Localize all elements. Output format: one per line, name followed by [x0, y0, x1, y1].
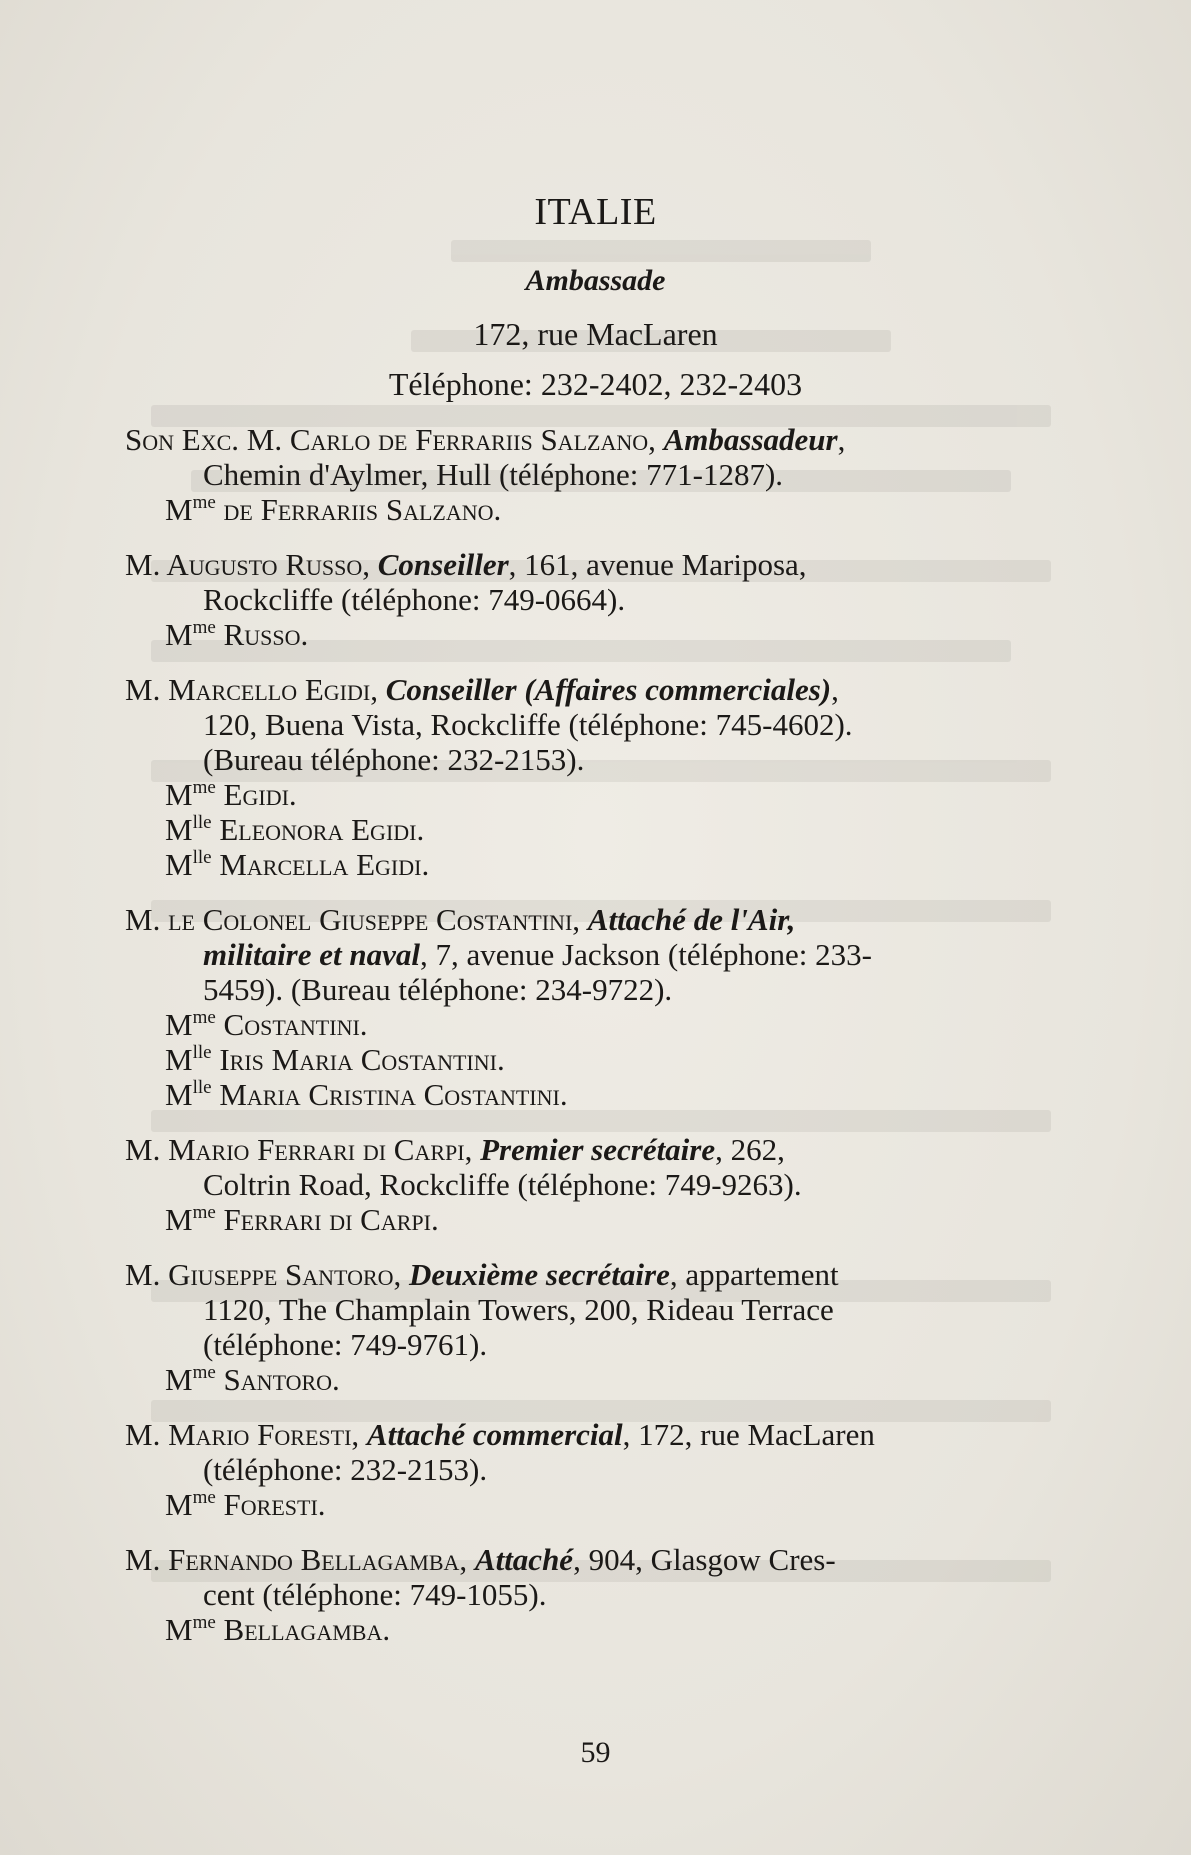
staff-list: [125, 422, 1045, 1647]
entry-name: Carlo de Ferrariis Salzano: [289, 422, 649, 457]
page-number: 59: [580, 1736, 611, 1769]
staff-entry: M. Mario Foresti, Attaché commercial, 172, rue MacLaren (téléphone: 232-2153).: [125, 1417, 875, 1487]
family-member: $M^{me}$ Ferrari di Carpi.: [165, 1202, 439, 1237]
entry-name: Mario Foresti: [168, 1417, 352, 1452]
embassy-address: 172, rue MacLaren: [473, 316, 718, 352]
section-subtitle: Ambassade: [525, 264, 666, 297]
entry-title: Attaché de l'Air,: [587, 902, 796, 937]
entry-prefix: Son Exc. M.: [125, 422, 290, 457]
family-member: $M^{me}$ de Ferrariis Salzano.: [165, 492, 502, 527]
staff-entry: M. Giuseppe Santoro, Deuxième secrétaire, appartement 1120, The Champlain Towers, 200, Rideau Terrace (téléphone: 749-9761).: [125, 1257, 839, 1362]
staff-entry: M. Mario Ferrari di Carpi, Premier secrétaire, 262, Coltrin Road, Rockcliffe (téléphone: 749-9263).: [125, 1132, 802, 1202]
family-member: $M^{me}$ Russo.: [165, 617, 309, 652]
entry-title: Premier secrétaire: [480, 1132, 716, 1167]
family-member: $M^{me}$ Santoro.: [165, 1362, 340, 1397]
entry-name: Giuseppe Santoro: [168, 1257, 394, 1292]
entry-address-line: 120, Buena Vista, Rockcliffe (téléphone: 745-4602).: [203, 707, 853, 742]
staff-entry: M. Fernando Bellagamba, Attaché, 904, Glasgow Cres- cent (téléphone: 749-1055).: [125, 1542, 836, 1612]
embassy-phone: Téléphone: 232-2402, 232-2403: [388, 366, 803, 402]
staff-entry: Son Exc. M. Carlo de Ferrariis Salzano, Ambassadeur, Chemin d'Aylmer, Hull (téléphone: 771-1287).: [125, 422, 846, 492]
family-member: $M^{me}$ Bellagamba.: [165, 1612, 391, 1647]
entry-address-line: (Bureau téléphone: 232-2153).: [203, 742, 585, 777]
entry-title: Attaché: [474, 1542, 574, 1577]
family-member: $M^{me}$ Foresti.: [165, 1487, 326, 1522]
entry-address-line: 5459). (Bureau téléphone: 234-9722).: [203, 972, 673, 1007]
entry-address-line: (téléphone: 232-2153).: [203, 1452, 488, 1487]
staff-entry: M. Marcello Egidi, Conseiller (Affaires commerciales), 120, Buena Vista, Rockcliffe (téléphone: 745-4602). (Bureau téléphone: 232-2153).: [125, 672, 853, 777]
entry-name: Augusto Russo: [166, 547, 363, 582]
entry-address-line: (téléphone: 749-9761).: [203, 1327, 488, 1362]
page-title: ITALIE: [534, 191, 657, 233]
entry-address-line: Chemin d'Aylmer, Hull (téléphone: 771-1287).: [203, 457, 784, 492]
entry-name: le Colonel Giuseppe Costantini: [168, 902, 573, 937]
staff-entry: M. Augusto Russo, Conseiller, 161, avenue Mariposa, Rockcliffe (téléphone: 749-0664).: [125, 547, 807, 617]
entry-address-line: cent (téléphone: 749-1055).: [203, 1577, 547, 1612]
family-member: $M^{me}$ Costantini.: [165, 1007, 368, 1042]
family-member: $M^{lle}$ Maria Cristina Costantini.: [165, 1077, 568, 1112]
entry-title: Ambassadeur: [663, 422, 838, 457]
entry-title: Deuxième secrétaire: [409, 1257, 670, 1292]
entry-address-line: Rockcliffe (téléphone: 749-0664).: [203, 582, 626, 617]
staff-entry: M. le Colonel Giuseppe Costantini, Attaché de l'Air, militaire et naval, 7, avenue Jackson (téléphone: 233- 5459). (Bureau téléphone: 234-9722).: [125, 902, 872, 1007]
family-member: $M^{lle}$ Eleonora Egidi.: [165, 812, 425, 847]
entry-title: Conseiller (Affaires commerciales): [385, 672, 832, 707]
entry-address-line: 1120, The Champlain Towers, 200, Rideau Terrace: [203, 1292, 834, 1327]
entry-title: Conseiller: [377, 547, 509, 582]
entry-name: Mario Ferrari di Carpi: [168, 1132, 465, 1167]
entry-address-line: Coltrin Road, Rockcliffe (téléphone: 749-9263).: [203, 1167, 802, 1202]
entry-name: Fernando Bellagamba: [168, 1542, 460, 1577]
entry-title: Attaché commercial: [366, 1417, 623, 1452]
family-member: $M^{me}$ Egidi.: [165, 777, 297, 812]
entry-name: Marcello Egidi: [168, 672, 371, 707]
family-member: $M^{lle}$ Marcella Egidi.: [165, 847, 430, 882]
family-member: $M^{lle}$ Iris Maria Costantini.: [165, 1042, 505, 1077]
